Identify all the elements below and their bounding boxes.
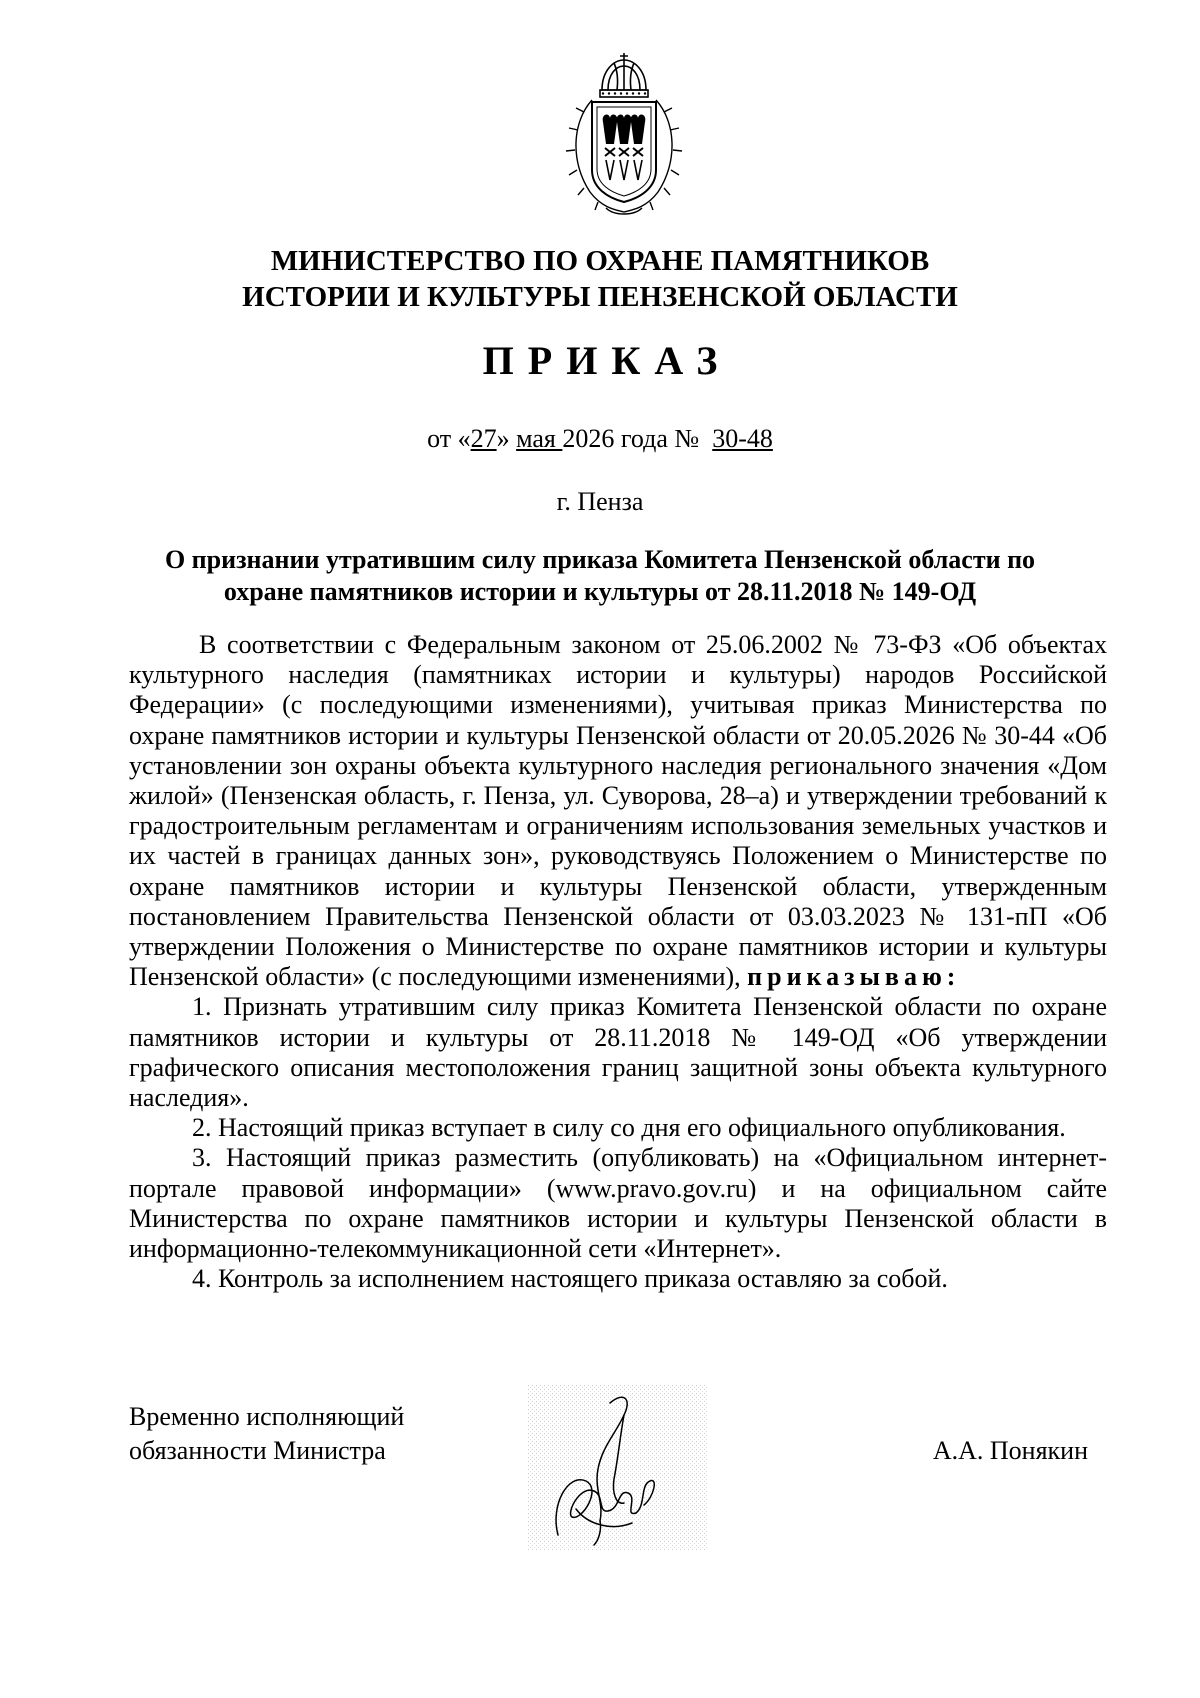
city: г. Пенза xyxy=(556,487,644,516)
order-item: 4. Контроль за исполнением настоящего приказа оставляю за собой. xyxy=(192,1264,948,1294)
coat-of-arms-icon xyxy=(562,52,686,217)
order-item: 3. Настоящий приказ разместить (опубликовать) на «Официальном интернет-портале правовой информации» (www.pravo.gov.ru) и на официальном сайте Министерства по охране памятников истории и культуры Пензенской области в информационно-телекоммуникационной сети «Интернет». xyxy=(129,1143,1107,1264)
order-word: приказываю: xyxy=(747,962,961,992)
position-line1: Временно исполняющий xyxy=(129,1402,405,1431)
date-mid: » xyxy=(496,424,517,453)
date-year: 2026 года № xyxy=(562,424,713,453)
order-item: 2. Настоящий приказ вступает в силу со дня его официального опубликования. xyxy=(192,1113,1066,1143)
order-number: 30-48 xyxy=(712,424,773,453)
ministry-name-line2: ИСТОРИИ И КУЛЬТУРЫ ПЕНЗЕНСКОЙ ОБЛАСТИ xyxy=(242,281,958,313)
signatory-position xyxy=(129,1400,404,1468)
order-item: 1. Признать утратившим силу приказ Комитета Пензенской области по охране памятников истории и культуры от 28.11.2018 № 149-ОД «Об утверждении графического описания местоположения границ защитной зоны объекта культурного наследия». xyxy=(129,992,1107,1113)
document-title: ПРИКАЗ xyxy=(482,338,732,383)
order-date-number xyxy=(0,424,1200,454)
subject-line1: О признании утратившим силу приказа Комитета Пензенской области по xyxy=(164,545,1036,574)
preamble-paragraph xyxy=(129,630,1107,992)
date-month: мая xyxy=(516,424,563,453)
signatory-name: А.А. Понякин xyxy=(932,1436,1088,1465)
ministry-name-line1: МИНИСТЕРСТВО ПО ОХРАНЕ ПАМЯТНИКОВ xyxy=(270,245,930,277)
handwritten-signature-icon xyxy=(528,1385,708,1550)
preamble-text: В соответствии с Федеральным законом от 25.06.2002 № 73-ФЗ «Об объектах культурного наследия (памятниках истории и культуры) народов Российской Федерации» (с последующими изменениями), учитывая приказ Министерства по охране памятников истории и культуры Пензенской области от 20.05.2026 № 30-44 «Об установлении зон охраны объекта культурного наследия регионального значения «Дом жилой» (Пензенская область, г. Пенза, ул. Суворова, 28–а) и утверждении требований к градостроительным регламентам и ограничениям использования земельных участков и их частей в границах данных зон», руководствуясь Положением о Министерстве по охране памятников истории и культуры Пензенской области, утвержденным постановлением Правительства Пензенской области от 03.03.2023 № 131-пП «Об утверждении Положения о Министерстве по охране памятников истории и культуры Пензенской области» (с последующими изменениями), xyxy=(129,630,1107,992)
order-subject xyxy=(140,544,1060,608)
date-prefix: от « xyxy=(427,424,471,453)
ministry-name xyxy=(0,243,1200,315)
date-day: 27 xyxy=(470,424,497,453)
position-line2: обязанности Министра xyxy=(129,1436,386,1465)
subject-line2: охране памятников истории и культуры от 28.11.2018 № 149-ОД xyxy=(223,577,977,606)
order-body xyxy=(129,630,1107,1294)
